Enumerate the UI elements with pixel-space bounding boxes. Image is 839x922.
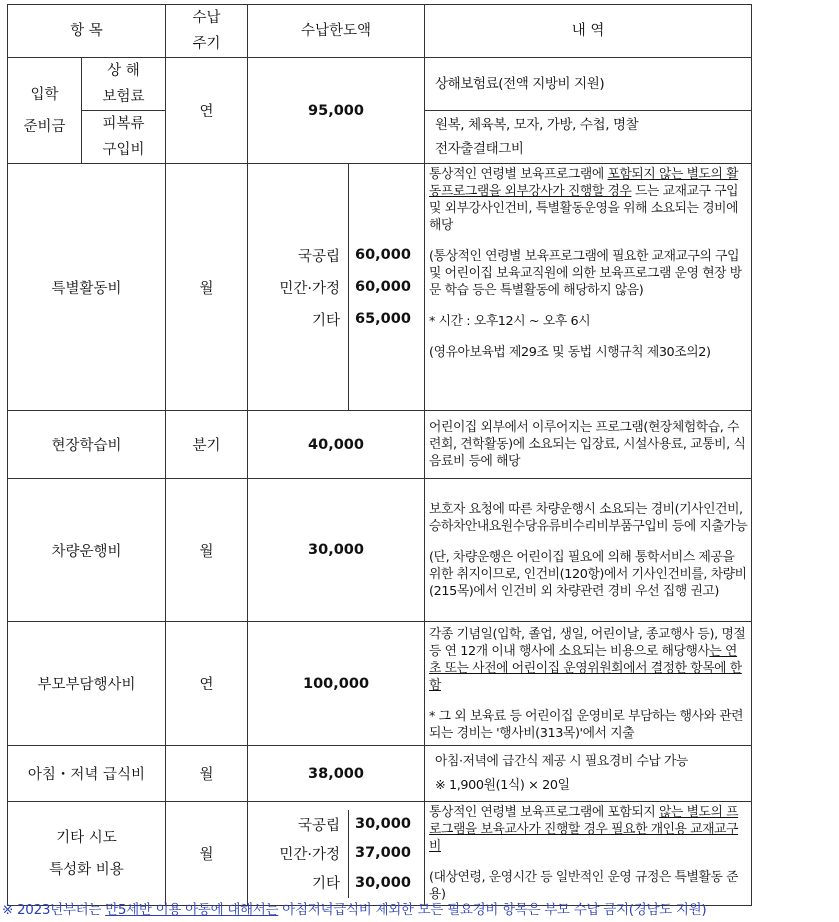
fee-table <box>7 4 752 906</box>
special-amount-private: 60,000 <box>349 271 425 303</box>
vehicle-amount: 30,000 <box>248 479 425 622</box>
local-amount-private: 37,000 <box>349 839 425 868</box>
local-amount-other: 30,000 <box>349 868 425 897</box>
admission-detail-2 <box>425 111 752 164</box>
special-detail-a: 통상적인 연령별 보육프로그램에 포함되지 않는 별도의 활동프로그램을 외부강사가 진행할 경우 드는 교재교구 구입 및 외부강사인건비, 특별활동운영을 위해 소요되는 경비에 해당 <box>429 167 739 233</box>
local-amount-public: 30,000 <box>349 810 425 839</box>
local-cycle: 월 <box>166 802 248 906</box>
admission-sub1-line1: 상 해 <box>107 63 140 79</box>
table-row-vehicle <box>8 479 752 622</box>
admission-detail-2-text: 원복, 체육복, 모자, 가방, 수첩, 명찰 <box>435 117 639 133</box>
field-cycle: 분기 <box>166 411 248 479</box>
field-detail: 어린이집 외부에서 이루어지는 프로그램(현장체험학습, 수련회, 견학활동)에 소요되는 입장료, 시설사용료, 교통비, 식음료비 등에 해당 <box>425 411 752 479</box>
local-amount-table <box>248 810 424 898</box>
local-label-public: 국공립 <box>297 817 340 834</box>
header-cycle-line1: 수납 <box>192 10 221 26</box>
local-name-line2: 특성화 비용 <box>49 861 124 878</box>
parent-event-name: 부모부담행사비 <box>8 622 166 746</box>
parent-event-cycle: 연 <box>166 622 248 746</box>
special-label-private: 민간·가정 <box>279 280 340 297</box>
special-detail-c: * 시간 : 오후12시 ~ 오후 6시 <box>429 314 591 329</box>
local-name-line1: 기타 시도 <box>56 829 117 846</box>
footer-note-post: 아침저녁급식비 제외한 모든 필요경비 항목은 부모 수납 금지(경남도 지원) <box>278 902 707 918</box>
local-label-other: 기타 <box>311 876 340 893</box>
footer-note-underline: 만5세반 이용 아동에 대해서는 <box>105 902 279 918</box>
parent-event-detail-b: * 그 외 보육료 등 어린이집 운영비로 부담하는 행사와 관련되는 경비는 '행사비(313목)'에서 지출 <box>429 708 744 741</box>
vehicle-cycle: 월 <box>166 479 248 622</box>
footer-note-pre: ※ 2023년부터는 <box>2 902 106 918</box>
parent-event-detail <box>425 622 752 746</box>
special-detail <box>425 164 752 411</box>
table-row-field <box>8 411 752 479</box>
special-amount-other: 65,000 <box>349 303 425 335</box>
admission-detail-3-text: 전자출결태그비 <box>435 141 524 157</box>
table-row-admission-1 <box>8 58 752 111</box>
meal-name: 아침・저녁 급식비 <box>8 746 166 802</box>
header-limit: 수납한도액 <box>248 5 425 58</box>
table-row-special <box>8 164 752 411</box>
admission-detail-1: 상해보험료(전액 지방비 지원) <box>425 58 752 111</box>
admission-group-line1: 입학 <box>30 86 59 103</box>
header-cycle-line2: 주기 <box>192 36 221 52</box>
admission-group <box>8 58 82 164</box>
admission-cycle: 연 <box>166 58 248 164</box>
meal-detail-a: 아침·저녁에 급간식 제공 시 필요경비 수납 가능 <box>435 753 688 769</box>
local-detail-a: 통상적인 연령별 보육프로그램에 포함되지 않는 별도의 프로그램을 보육교사가 진행할 경우 필요한 개인용 교재교구비 <box>429 805 739 854</box>
local-label-private: 민간·가정 <box>279 846 340 863</box>
local-detail <box>425 802 752 906</box>
meal-detail-b: ※ 1,900원(1식) × 20일 <box>435 777 570 793</box>
local-name <box>8 802 166 906</box>
header-cycle <box>166 5 248 58</box>
special-label-other: 기타 <box>311 312 340 329</box>
special-detail-d: (영유아보육법 제29조 및 동법 시행규칙 제30조의2) <box>429 345 711 360</box>
field-amount: 40,000 <box>248 411 425 479</box>
vehicle-detail-b: (단, 차량운행은 어린이집 필요에 의해 통학서비스 제공을 위한 취지이므로, 인건비(120항)에서 기사인건비를, 차량비(215목)에서 인건비 외 차량관련 경비 우선 집행 권고) <box>429 549 747 599</box>
footer-note <box>2 898 706 918</box>
vehicle-detail <box>425 479 752 622</box>
table-row-local <box>8 802 752 906</box>
vehicle-name: 차량운행비 <box>8 479 166 622</box>
special-amount-cell <box>248 164 425 411</box>
table-row-parent-event <box>8 622 752 746</box>
meal-cycle: 월 <box>166 746 248 802</box>
special-amount-public: 60,000 <box>349 239 425 271</box>
special-amount-table <box>248 164 424 410</box>
vehicle-detail-a: 보호자 요청에 따른 차량운행시 소요되는 경비(기사인건비, 승하차안내요원수당유류비수리비부품구입비 등에 지출가능 <box>429 501 748 534</box>
admission-sub-insurance <box>82 58 166 111</box>
admission-amount: 95,000 <box>248 58 425 164</box>
local-detail-b: (대상연령, 운영시간 등 일반적인 운영 규정은 특별활동 준용) <box>429 870 739 902</box>
parent-event-amount: 100,000 <box>248 622 425 746</box>
meal-detail <box>425 746 752 802</box>
field-name: 현장학습비 <box>8 411 166 479</box>
header-row <box>8 5 752 58</box>
admission-sub2-line2: 구입비 <box>102 142 145 158</box>
header-item: 항 목 <box>8 5 166 58</box>
local-amount-cell <box>248 802 425 906</box>
special-label-public: 국공립 <box>297 248 340 265</box>
table-row-meal <box>8 746 752 802</box>
fee-table-container <box>7 4 751 906</box>
meal-amount: 38,000 <box>248 746 425 802</box>
special-cycle: 월 <box>166 164 248 411</box>
admission-sub2-line1: 피복류 <box>102 116 145 132</box>
admission-sub-clothing <box>82 111 166 164</box>
admission-sub1-line2: 보험료 <box>102 89 145 105</box>
special-detail-b: (통상적인 연령별 보육프로그램에 필요한 교재교구의 구입 및 어린이집 보육교직원에 의한 보육프로그램 운영 현장 방문 학습 등은 특별활동에 해당하지 않음) <box>429 249 742 298</box>
admission-group-line2: 준비금 <box>23 118 66 135</box>
special-name: 특별활동비 <box>8 164 166 411</box>
header-detail: 내 역 <box>425 5 752 58</box>
parent-event-detail-a: 각종 기념일(입학, 졸업, 생일, 어린이날, 종교행사 등), 명절 등 연 12개 이내 행사에 소요되는 비용으로 해당행사는 연초 또는 사전에 어린이집 운영위원회에서 결정한 항목에 한함 <box>429 626 746 693</box>
